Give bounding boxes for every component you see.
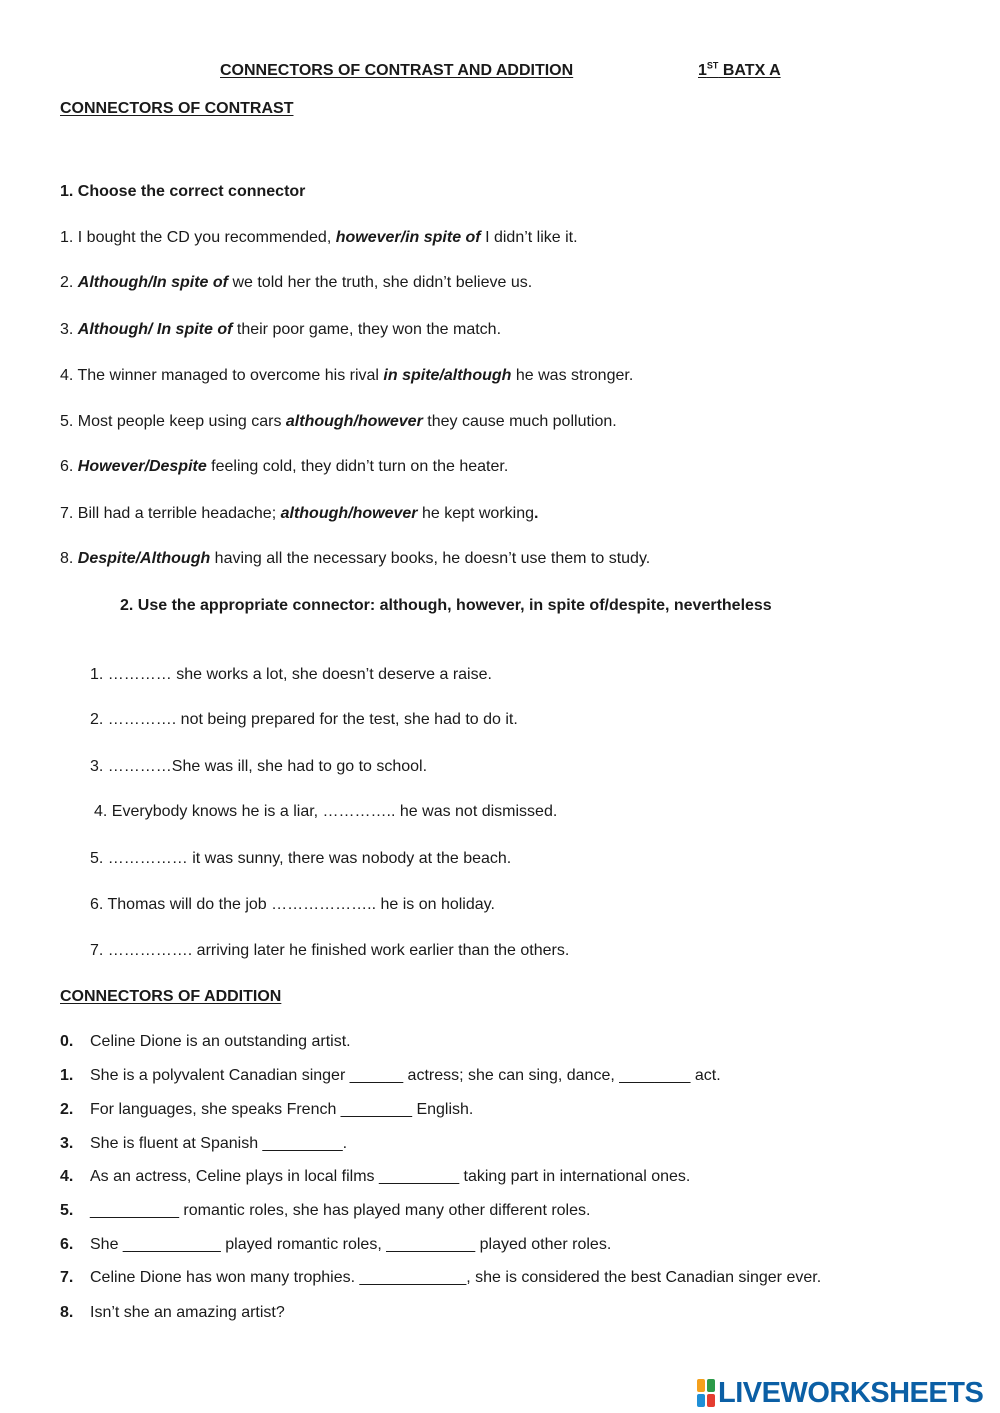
class-label: 1ST BATX A xyxy=(698,60,781,79)
logo-text: LIVEWORKSHEETS xyxy=(718,1376,984,1409)
exercise1-item: 3. Although/ In spite of their poor game, they won the match. xyxy=(60,321,502,338)
liveworksheets-logo-icon xyxy=(697,1379,715,1407)
exercise1-item: 6. However/Despite feeling cold, they didn’t turn on the heater. xyxy=(60,458,509,475)
exercise1-item: 1. I bought the CD you recommended, however/in spite of I didn’t like it. xyxy=(60,229,578,246)
exercise1-item: 5. Most people keep using cars although/however they cause much pollution. xyxy=(60,413,617,430)
exercise1-item: 8. Despite/Although having all the necessary books, he doesn’t use them to study. xyxy=(60,550,651,567)
exercise1-item: 7. Bill had a terrible headache; although/however he kept working. xyxy=(60,505,539,522)
exercise1-item: 2. Although/In spite of we told her the truth, she didn’t believe us. xyxy=(60,274,533,291)
exercise1-item: 4. The winner managed to overcome his rival in spite/although he was stronger. xyxy=(60,367,634,384)
exercise2-item: 3. …………She was ill, she had to go to school. xyxy=(90,758,428,775)
exercise2-item: 5. …………… it was sunny, there was nobody at the beach. xyxy=(90,850,512,867)
exercise2-item: 4. Everybody knows he is a liar, ………….. he was not dismissed. xyxy=(94,803,558,820)
addition-heading: CONNECTORS OF ADDITION xyxy=(60,988,282,1005)
logo-square xyxy=(707,1379,715,1392)
liveworksheets-logo[interactable] xyxy=(697,1378,983,1408)
logo-square xyxy=(707,1394,715,1407)
contrast-heading: CONNECTORS OF CONTRAST xyxy=(60,100,294,117)
exercise2-item: 7. ……………. arriving later he finished work earlier than the others. xyxy=(90,942,570,959)
logo-square xyxy=(697,1379,705,1392)
exercise2-title: 2. Use the appropriate connector: although, however, in spite of/despite, nevertheless xyxy=(120,597,772,614)
worksheet-title: CONNECTORS OF CONTRAST AND ADDITION xyxy=(220,62,574,79)
exercise2-item: 2. …………. not being prepared for the test, she had to do it. xyxy=(90,711,518,728)
exercise2-item: 6. Thomas will do the job ……………….. he is on holiday. xyxy=(90,896,495,913)
logo-square xyxy=(697,1394,705,1407)
exercise1-title: 1. Choose the correct connector xyxy=(60,183,306,200)
exercise2-item: 1. ………… she works a lot, she doesn’t deserve a raise. xyxy=(90,666,492,683)
